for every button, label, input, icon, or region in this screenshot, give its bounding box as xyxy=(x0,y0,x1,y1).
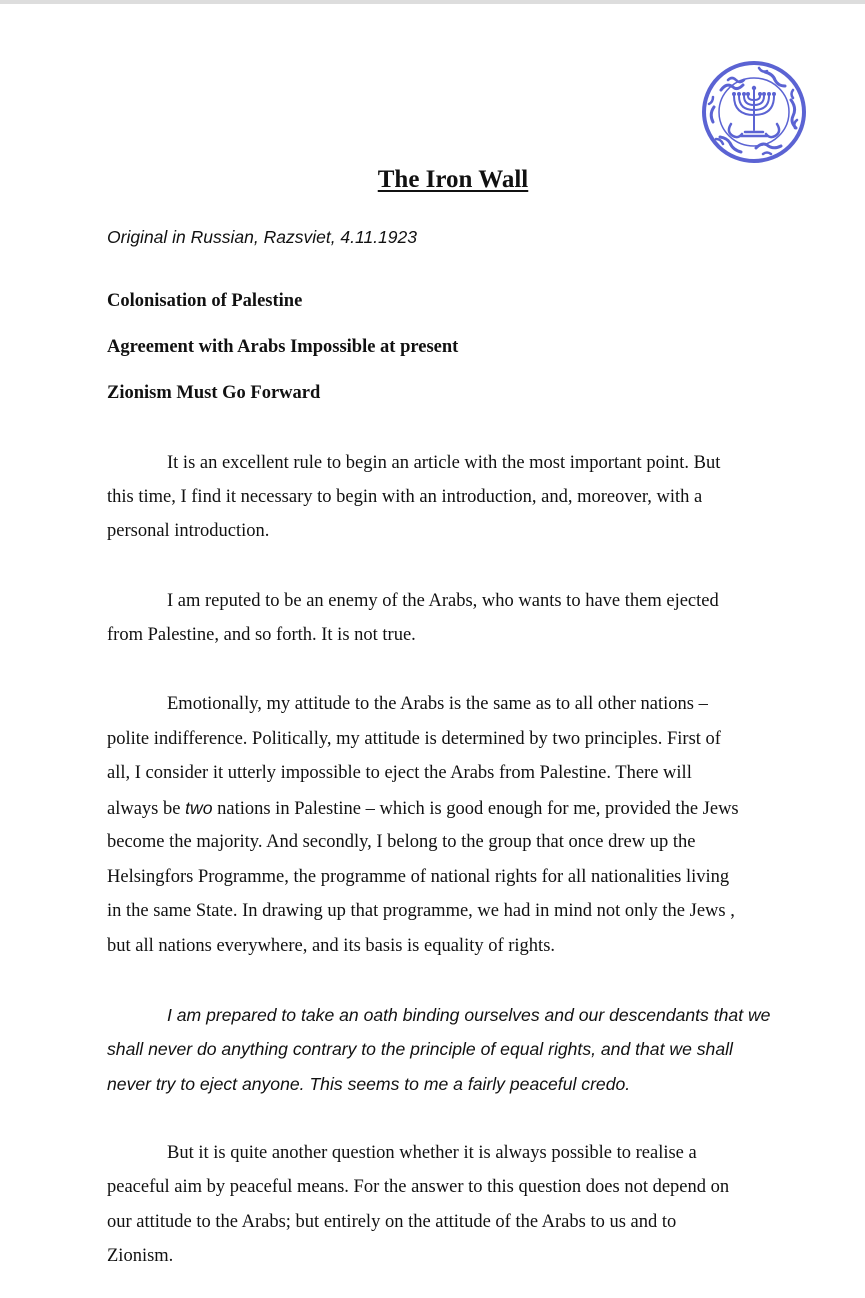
paragraph-5-line: peaceful aim by peaceful means. For the answer to this question does not depend on xyxy=(107,1177,730,1197)
paragraph-5-line: our attitude to the Arabs; but entirely on the attitude of the Arabs to us and to xyxy=(107,1212,677,1232)
paragraph-3-line xyxy=(107,795,739,822)
paragraph-2-line: from Palestine, and so forth. It is not true. xyxy=(107,625,416,645)
line-text: nations in Palestine – which is good enough for me, provided the Jews xyxy=(212,799,739,819)
paragraph-3-line: Emotionally, my attitude to the Arabs is the same as to all other nations – xyxy=(167,694,708,714)
emphasis-text: two xyxy=(185,798,213,818)
paragraph-3-line: but all nations everywhere, and its basis is equality of rights. xyxy=(107,936,556,956)
document-subtitle: Original in Russian, Razsviet, 4.11.1923 xyxy=(107,227,417,247)
paragraph-4-line: I am prepared to take an oath binding ourselves and our descendants that we xyxy=(167,1005,771,1025)
paragraph-3-line: become the majority. And secondly, I belong to the group that once drew up the xyxy=(107,832,696,852)
line-text: always be xyxy=(107,799,186,819)
paragraph-4-line: shall never do anything contrary to the principle of equal rights, and that we shall xyxy=(107,1039,733,1059)
menorah-seal-icon xyxy=(701,60,807,164)
paragraph-3-line: all, I consider it utterly impossible to eject the Arabs from Palestine. There will xyxy=(107,763,692,783)
paragraph-1-line: this time, I find it necessary to begin with an introduction, and, moreover, with a xyxy=(107,487,703,507)
section-heading: Colonisation of Palestine xyxy=(107,291,303,311)
paragraph-3-line: Helsingfors Programme, the programme of national rights for all nationalities living xyxy=(107,867,730,887)
paragraph-5-line: Zionism. xyxy=(107,1246,174,1266)
paragraph-4-line: never try to eject anyone. This seems to me a fairly peaceful credo. xyxy=(107,1074,631,1094)
document-title: The Iron Wall xyxy=(377,166,529,193)
section-heading: Agreement with Arabs Impossible at present xyxy=(107,337,459,357)
paragraph-1-line: It is an excellent rule to begin an article with the most important point. But xyxy=(167,453,721,473)
paragraph-3-line: in the same State. In drawing up that programme, we had in mind not only the Jews , xyxy=(107,901,735,921)
section-heading: Zionism Must Go Forward xyxy=(107,383,321,403)
paragraph-5-line: But it is quite another question whether it is always possible to realise a xyxy=(167,1143,697,1163)
paragraph-2-line: I am reputed to be an enemy of the Arabs, who wants to have them ejected xyxy=(167,591,719,611)
window-top-edge xyxy=(0,0,865,4)
paragraph-1-line: personal introduction. xyxy=(107,521,270,541)
paragraph-3-line: polite indifference. Politically, my attitude is determined by two principles. First of xyxy=(107,729,721,749)
